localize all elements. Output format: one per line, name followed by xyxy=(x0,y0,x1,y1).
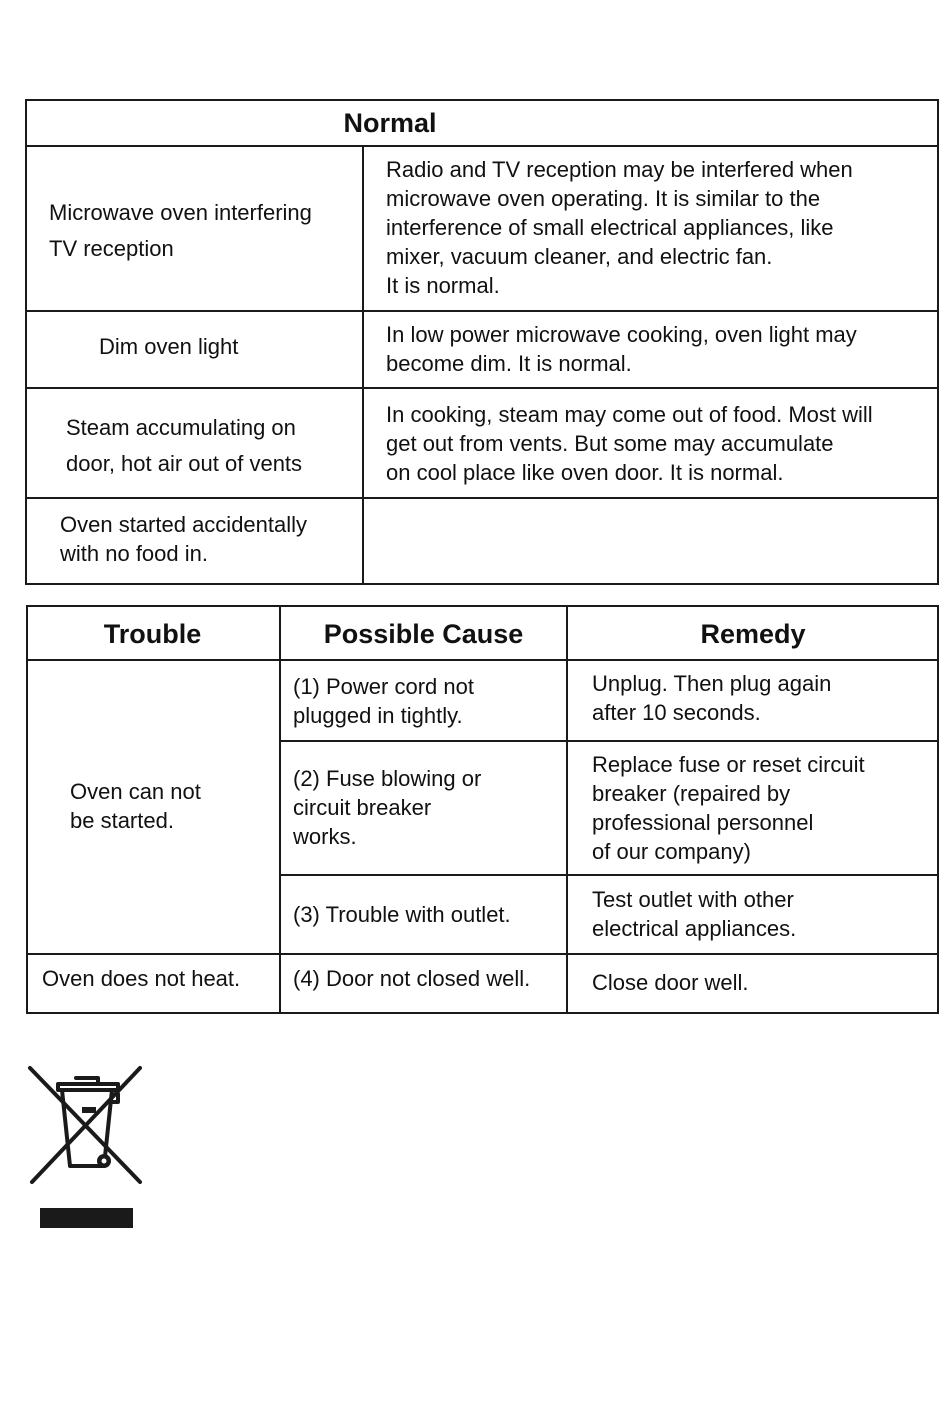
trouble-row-divider xyxy=(26,953,939,955)
normal-problem-no-food: Oven started accidentally with no food in. xyxy=(60,512,308,566)
trouble-column-header: Trouble xyxy=(103,619,202,649)
crossed-out-wheelie-bin-icon xyxy=(22,1062,147,1234)
normal-header-divider xyxy=(25,145,939,147)
remedy-close-door: Close door well. xyxy=(592,970,749,995)
normal-explanation-steam: In cooking, steam may come out of food. Most will get out from vents. But some may accumulate on cool place like oven door. It is normal. xyxy=(386,402,873,485)
normal-table-header: Normal xyxy=(343,108,437,138)
normal-problem-steam: Steam accumulating on door, hot air out of vents xyxy=(66,415,303,476)
remedy-test-outlet: Test outlet with other electrical appliances. xyxy=(592,887,797,941)
cause-door: (4) Door not closed well. xyxy=(293,966,531,991)
normal-problem-dim-light: Dim oven light xyxy=(99,334,239,359)
normal-column-divider xyxy=(362,145,364,585)
trouble-oven-no-heat: Oven does not heat. xyxy=(42,966,241,991)
normal-explanation-dim-light: In low power microwave cooking, oven light may become dim. It is normal. xyxy=(386,322,857,376)
normal-row-divider xyxy=(25,387,939,389)
normal-row-divider xyxy=(25,497,939,499)
remedy-replace-fuse: Replace fuse or reset circuit breaker (repaired by professional personnel of our company) xyxy=(592,752,865,864)
trouble-header-divider xyxy=(26,659,939,661)
cause-outlet: (3) Trouble with outlet. xyxy=(293,902,511,927)
remedy-column-header: Remedy xyxy=(700,619,806,649)
possible-cause-column-header: Possible Cause xyxy=(323,619,524,649)
cause-power-cord: (1) Power cord not plugged in tightly. xyxy=(293,674,474,728)
normal-problem-tv-interference: Microwave oven interfering TV reception xyxy=(49,200,312,261)
cause-fuse: (2) Fuse blowing or circuit breaker works. xyxy=(293,766,482,849)
trouble-row-divider xyxy=(279,740,939,742)
normal-explanation-tv-interference: Radio and TV reception may be interfered when microwave oven operating. It is similar to the interference of small electrical appliances, like mixer, vacuum cleaner, and electric fan. It is normal. xyxy=(386,157,853,298)
trouble-row-divider xyxy=(279,874,939,876)
normal-row-divider xyxy=(25,310,939,312)
remedy-unplug: Unplug. Then plug again after 10 seconds. xyxy=(592,671,832,725)
trouble-oven-cannot-start: Oven can not be started. xyxy=(70,779,201,833)
